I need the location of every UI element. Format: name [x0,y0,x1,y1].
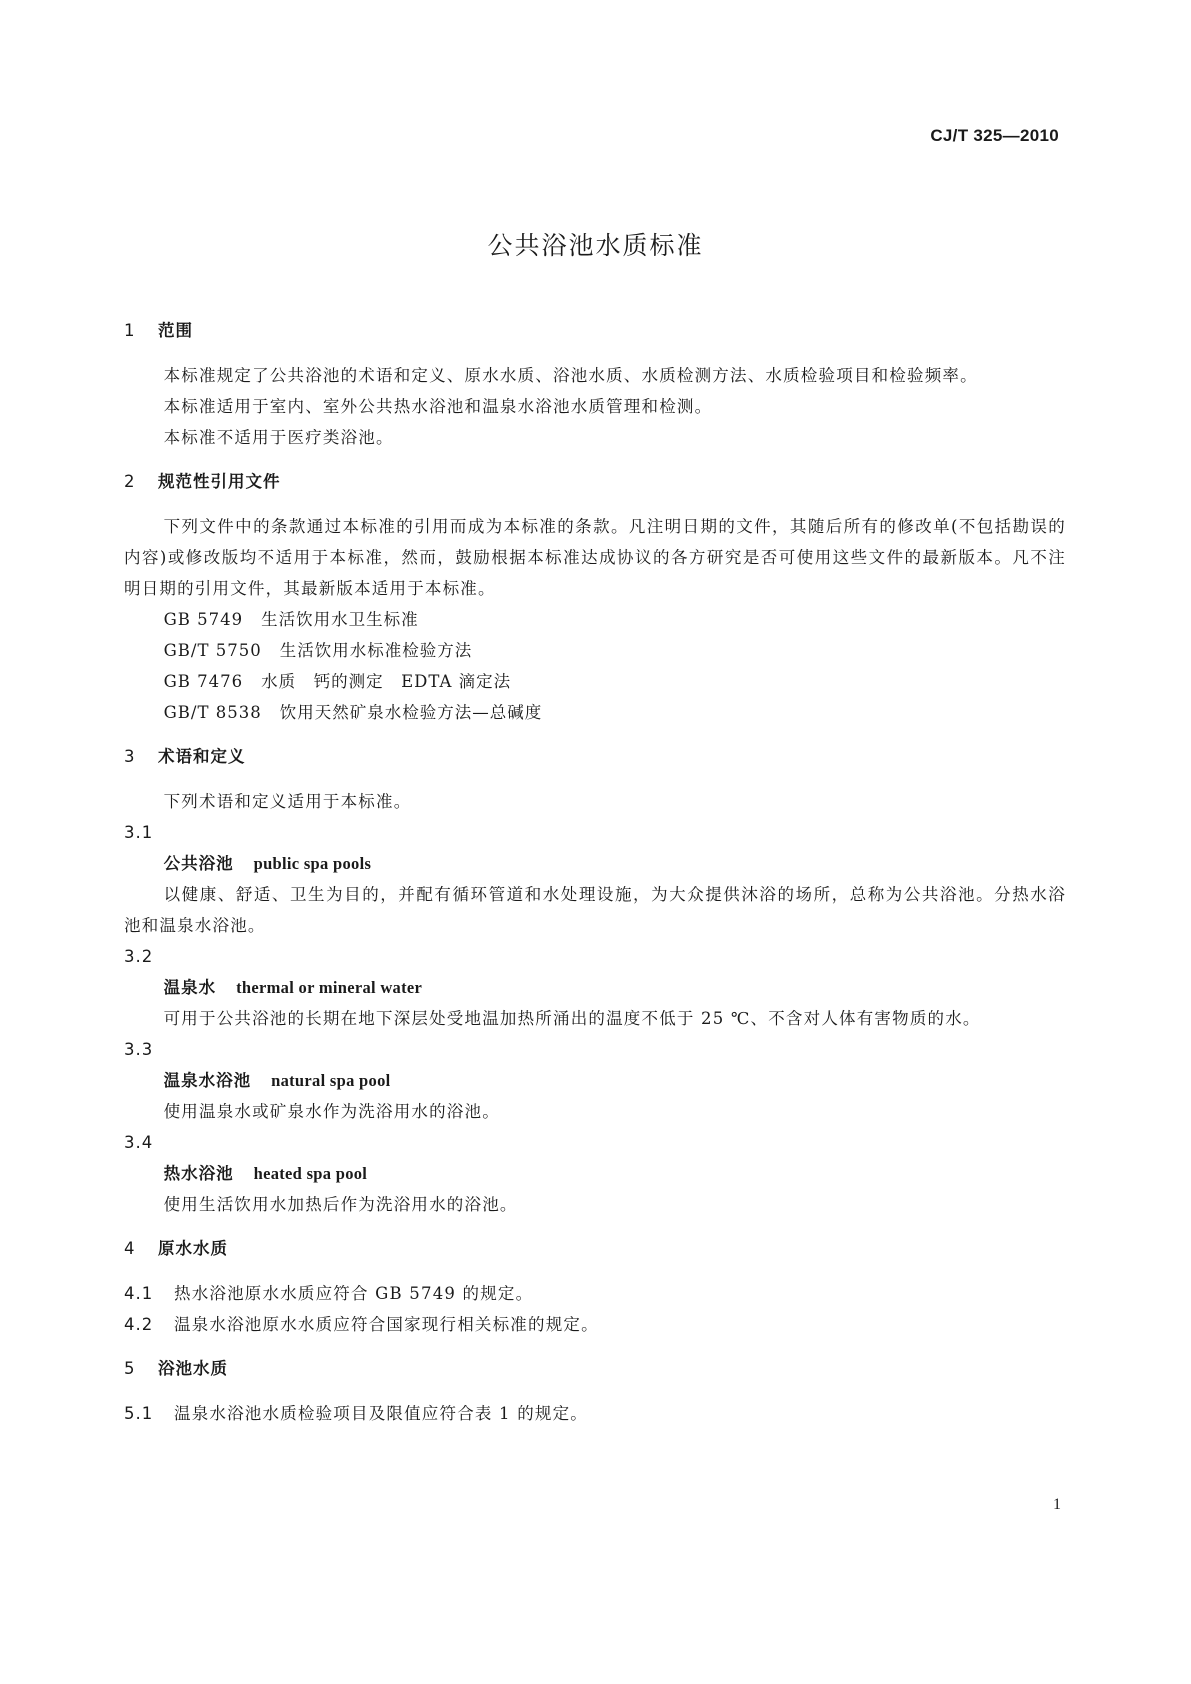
section-title: 原水水质 [158,1239,228,1258]
section-heading-pool-water-quality [124,1356,1066,1382]
term-en: natural spa pool [271,1071,391,1090]
page-number: 1 [1053,1496,1061,1513]
reference-title: 生活饮用水卫生标准 [261,610,419,629]
section-title: 浴池水质 [158,1359,228,1378]
section-number: 1 [124,321,136,340]
reference-code: GB 5749 [163,610,244,629]
clause [124,1309,1066,1340]
reference-item [124,604,1066,635]
term-name [124,1158,1066,1189]
page-title: 公共浴池水质标准 [487,231,704,260]
reference-code: GB/T 5750 [163,641,262,660]
reference-item [124,666,1066,697]
standard-code: CJ/T 325—2010 [930,126,1059,145]
clause-number: 4.1 [124,1284,154,1303]
term-definition: 使用生活饮用水加热后作为洗浴用水的浴池。 [163,1195,518,1214]
term-zh: 公共浴池 [163,854,234,873]
term-definition: 使用温泉水或矿泉水作为洗浴用水的浴池。 [163,1102,500,1121]
section-title: 规范性引用文件 [158,472,281,491]
section-number: 4 [124,1239,136,1258]
section-number: 2 [124,472,136,491]
section-number: 3 [124,747,136,766]
section-heading-terms [124,744,1066,770]
clause-text: 温泉水浴池原水水质应符合国家现行相关标准的规定。 [174,1315,599,1334]
reference-title: 生活饮用水标准检验方法 [279,641,473,660]
term-name [124,1065,1066,1096]
clause-text: 温泉水浴池水质检验项目及限值应符合表 1 的规定。 [174,1404,588,1423]
reference-code: GB 7476 [163,672,244,691]
term-number: 3.2 [124,947,154,966]
term-en: heated spa pool [253,1164,368,1183]
reference-title: 水质 钙的测定 EDTA 滴定法 [261,672,512,691]
clause-number: 5.1 [124,1404,154,1423]
term-number: 3.1 [124,823,154,842]
section-title: 范围 [158,321,193,340]
term-number: 3.3 [124,1040,154,1059]
term-name [124,848,1066,879]
section-heading-raw-water-quality [124,1236,1066,1262]
term-number: 3.4 [124,1133,154,1152]
section-heading-scope [124,318,1066,344]
clause-number: 4.2 [124,1315,154,1334]
paragraph: 本标准适用于室内、室外公共热水浴池和温泉水浴池水质管理和检测。 [163,397,713,416]
reference-code: GB/T 8538 [163,703,262,722]
term-name [124,972,1066,1003]
term-en: thermal or mineral water [236,978,423,997]
term-definition: 以健康、舒适、卫生为目的，并配有循环管道和水处理设施，为大众提供沐浴的场所，总称为公共浴池。分热水浴池和温泉水浴池。 [124,885,1066,935]
reference-title: 饮用天然矿泉水检验方法—总碱度 [279,703,543,722]
section-number: 5 [124,1359,136,1378]
term-zh: 温泉水 [163,978,217,997]
clause [124,1398,1066,1429]
paragraph: 本标准规定了公共浴池的术语和定义、原水水质、浴池水质、水质检测方法、水质检验项目和检验频率。 [163,366,978,385]
clause-text: 热水浴池原水水质应符合 GB 5749 的规定。 [174,1284,534,1303]
section-heading-normative-references [124,469,1066,495]
term-definition: 可用于公共浴池的长期在地下深层处受地温加热所涌出的温度不低于 25 ℃、不含对人体有害物质的水。 [163,1009,981,1028]
reference-item [124,697,1066,728]
term-en: public spa pools [253,854,372,873]
document-body [124,318,1066,1429]
clause [124,1278,1066,1309]
paragraph: 本标准不适用于医疗类浴池。 [163,428,394,447]
paragraph: 下列文件中的条款通过本标准的引用而成为本标准的条款。凡注明日期的文件，其随后所有的修改单(不包括勘误的内容)或修改版均不适用于本标准，然而，鼓励根据本标准达成协议的各方研究是否可使用这些文件的最新版本。凡不注明日期的引用文件，其最新版本适用于本标准。 [124,517,1066,598]
reference-item [124,635,1066,666]
section-title: 术语和定义 [158,747,246,766]
paragraph: 下列术语和定义适用于本标准。 [163,792,412,811]
term-zh: 温泉水浴池 [163,1071,252,1090]
term-zh: 热水浴池 [163,1164,234,1183]
